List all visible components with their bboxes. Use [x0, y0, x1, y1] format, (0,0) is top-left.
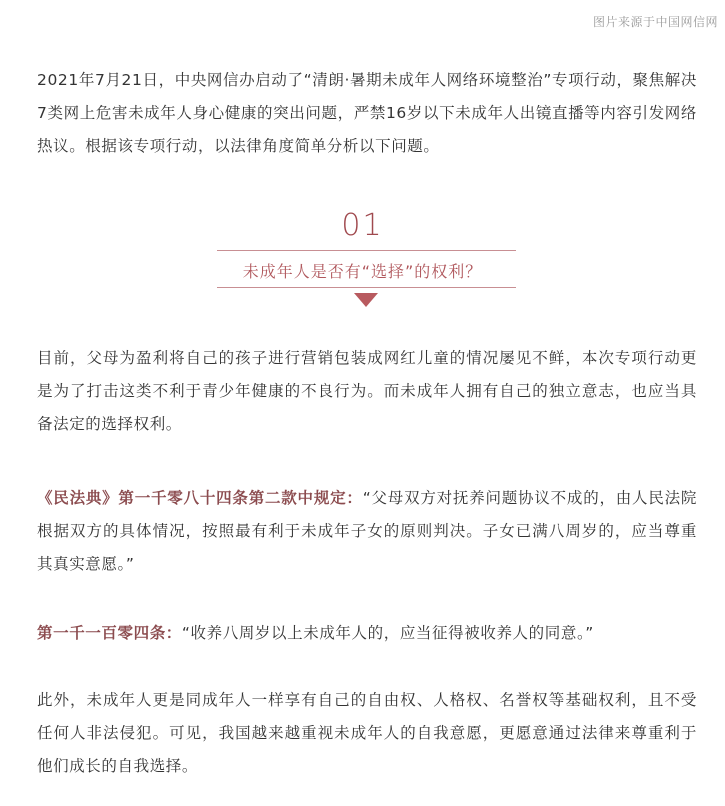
law-quote-1104: “收养八周岁以上未成年人的，应当征得被收养人的同意。” — [181, 624, 594, 642]
paragraph-conclusion: 此外，未成年人更是同成年人一样享有自己的自由权、人格权、名誉权等基础权利，且不受任何人非法侵犯。可见，我国越来越重视未成年人的自我意愿，更愿意通过法律来尊重利于他们成长的自我选择。 — [37, 691, 697, 775]
paragraph-marketing-children: 目前，父母为盈利将自己的孩子进行营销包装成网红儿童的情况屡见不鲜，本次专项行动更是为了打击这类不利于青少年健康的不良行为。而未成年人拥有自己的独立意志，也应当具备法定的选择权利。 — [37, 349, 697, 433]
image-source-credit: 图片来源于中国网信网 — [592, 15, 718, 29]
law-quote-1084: “父母双方对抚养问题协议不成的，由人民法院根据双方的具体情况，按照最有利于未成年子女的原则判决。子女已满八周岁的，应当尊重其真实意愿。” — [37, 489, 697, 573]
law-citation-1084: 《民法典》第一千零八十四条第二款中规定： — [37, 489, 363, 507]
paragraph-civil-code-1084 — [37, 482, 697, 581]
intro-paragraph: 2021年7月21日，中央网信办启动了“清朗·暑期未成年人网络环境整治”专项行动，聚焦解决7类网上危害未成年人身心健康的突出问题，严禁16岁以下未成年人出镜直播等内容引发网络热议。根据该专项行动，以法律角度简单分析以下问题。 — [37, 71, 697, 155]
section-divider-bottom — [217, 287, 516, 288]
section-number: 01 — [341, 208, 384, 243]
paragraph-civil-code-1104 — [37, 617, 697, 650]
section-title: 未成年人是否有“选择”的权利？ — [242, 262, 483, 281]
section-divider-top — [217, 250, 516, 251]
down-triangle-icon — [354, 293, 378, 307]
law-citation-1104: 第一千一百零四条： — [37, 624, 182, 642]
